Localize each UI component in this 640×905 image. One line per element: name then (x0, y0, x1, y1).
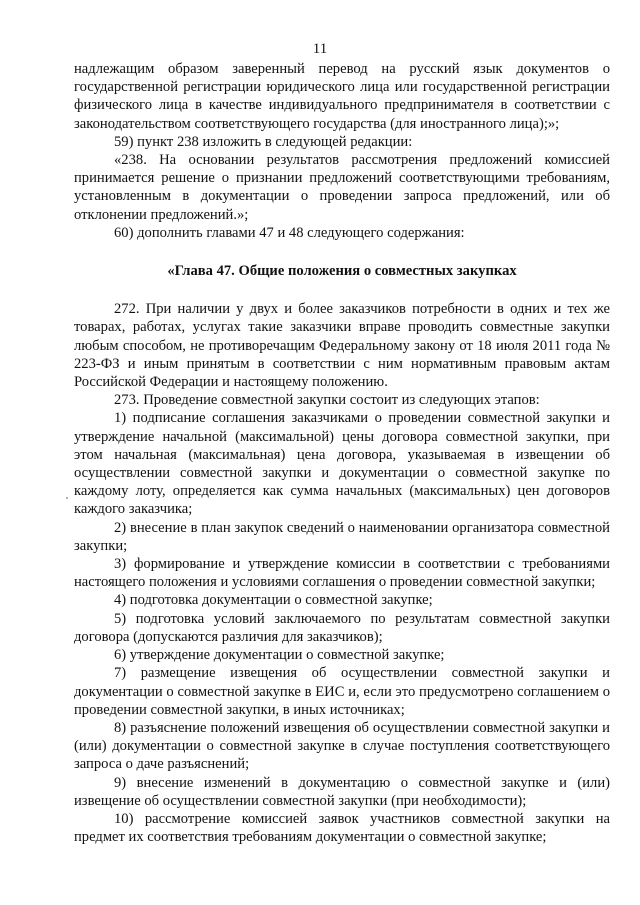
paragraph-272: 272. При наличии у двух и более заказчиков потребности в одних и тех же товарах, работах, услугах такие заказчики вправе проводить совместные закупки любым способом, не противоречащим Федеральному закону от 18 июля 2011 года № 223-ФЗ и иным принятым в соответствии с ним нормативным правовым актам Российской Федерации и настоящему положению. (74, 301, 610, 391)
paragraph-item-59: 59) пункт 238 изложить в следующей редакции: (114, 133, 413, 150)
list-item-4: 4) подготовка документации о совместной закупке; (114, 592, 433, 609)
document-body (74, 60, 610, 846)
list-item-8: 8) разъяснение положений извещения об осуществлении совместной закупки и (или) документации о совместной закупке в случае поступления соответствующего запроса о даче разъяснений; (74, 719, 610, 773)
list-item-2: 2) внесение в план закупок сведений о наименовании организатора совместной закупки; (74, 519, 610, 554)
paragraph-273: 273. Проведение совместной закупки состоит из следующих этапов: (114, 392, 540, 409)
list-item-1: 1) подписание соглашения заказчиками о проведении совместной закупки и утверждение начальной (максимальной) цены договора совместной закупки, при этом начальная (максимальная) цена договора, указываемая в извещении об осуществлении совместной закупки и документации о совместной закупке по каждому лоту, определяется как сумма начальных (максимальных) цен договоров каждого заказчика; (74, 410, 610, 518)
list-item-6: 6) утверждение документации о совместной закупке; (114, 647, 445, 664)
page-number: 11 (312, 41, 328, 57)
paragraph-continuation: надлежащим образом заверенный перевод на русский язык документов о государственной регистрации юридического лица или государственной регистрации физического лица в качестве индивидуального предпринимателя в соответствии с законодательством соответствующего государства (для иностранного лица);»; (74, 61, 610, 132)
list-item-9: 9) внесение изменений в документацию о совместной закупке и (или) извещение об осуществлении совместной закупки (при необходимости); (74, 774, 610, 809)
chapter-heading: «Глава 47. Общие положения о совместных закупках (167, 263, 517, 280)
paragraph-item-60: 60) дополнить главами 47 и 48 следующего содержания: (114, 224, 465, 241)
list-item-5: 5) подготовка условий заключаемого по результатам совместной закупки договора (допускаются различия для заказчиков); (74, 610, 610, 645)
paragraph-item-238: «238. На основании результатов рассмотрения предложений комиссией принимается решение о признании предложений соответствующими требованиям, установленным в документации о проведении запроса предложений, или об отклонении предложений.»; (74, 152, 610, 223)
scan-mark (66, 497, 68, 499)
list-item-10: 10) рассмотрение комиссией заявок участников совместной закупки на предмет их соответствия требованиям документации о совместной закупке; (74, 810, 610, 846)
list-item-7: 7) размещение извещения об осуществлении совместной закупки и документации о совместной закупке в ЕИС и, если это предусмотрено соглашением о проведении совместной закупки, в иных источниках; (74, 665, 610, 718)
list-item-3: 3) формирование и утверждение комиссии в соответствии с требованиями настоящего положения и условиями соглашения о проведении совместной закупки; (74, 556, 610, 591)
